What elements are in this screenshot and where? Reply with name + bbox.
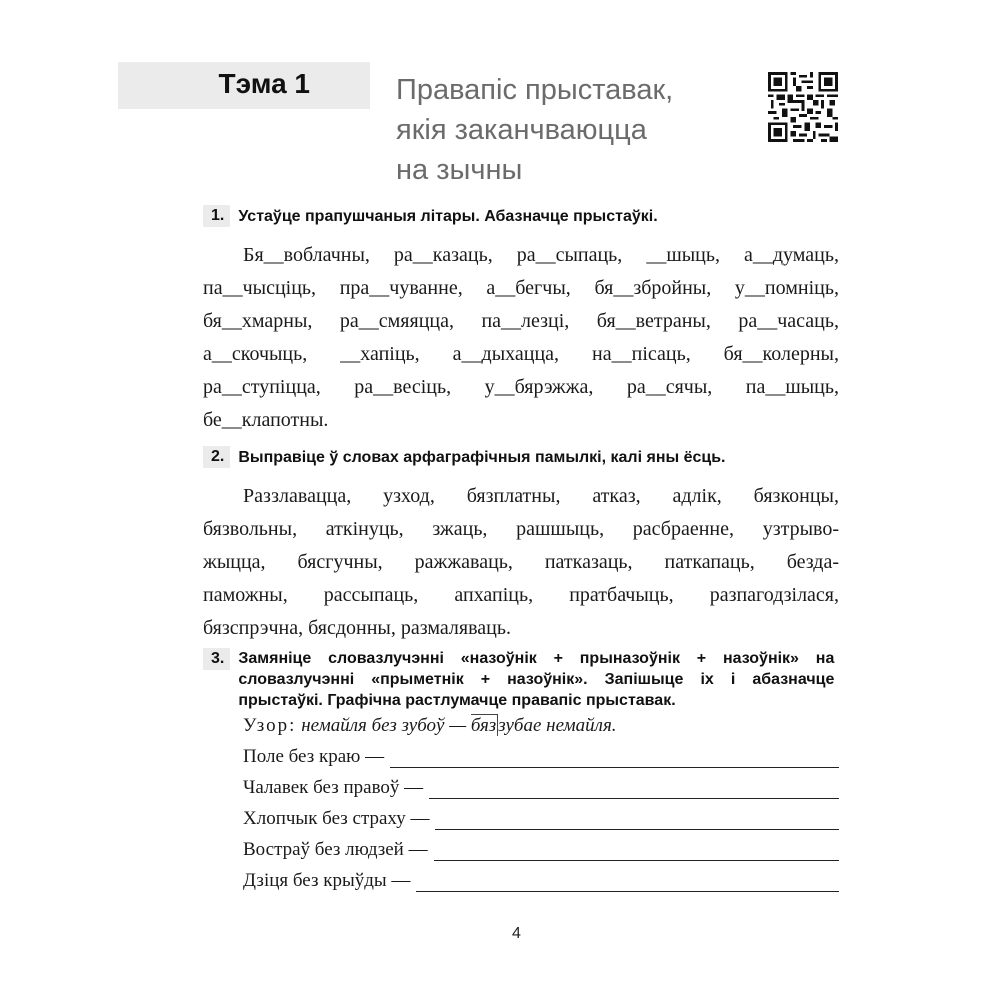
task-number: 3. [203, 648, 230, 670]
topic-label: Тэма 1 [218, 68, 310, 99]
text-line: бязвольны, аткінуць, зжаць, рашшыць, расбраенне, узтрыво- [203, 518, 839, 540]
answer-blank[interactable] [429, 780, 839, 799]
answer-row [243, 830, 839, 861]
answer-prompt: Хлопчык без страху — [243, 808, 430, 829]
task-3 [203, 648, 839, 892]
text-line: па__чысціць, пра__чуванне, а__бегчы, бя__збройны, у__помніць, [203, 277, 839, 299]
answer-row [243, 799, 839, 830]
text-line: бя__хмарны, ра__смяяцца, па__лезці, бя__ветраны, ра__часаць, [203, 310, 839, 332]
answer-row [243, 861, 839, 892]
text-line: бязспрэчна, бясдонны, размаляваць. [203, 617, 511, 639]
task-2 [203, 446, 839, 645]
title-line: якія заканчваюцца [396, 114, 647, 146]
text-line: паможны, рассыпаць, апхапіць, пратбачыць, разпагодзілася, [203, 584, 839, 606]
example-prefix: бяз [470, 715, 497, 736]
task-instruction: Выправіце ў словах арфаграфічныя памылкі, калі яны ёсць. [238, 449, 726, 466]
text-line: а__скочыць, __хапіць, а__дыхацца, на__пісаць, бя__колерны, [203, 343, 839, 365]
answer-prompt: Чалавек без правоў — [243, 777, 424, 798]
exercise-text [203, 239, 839, 437]
text-line: бе__клапотны. [203, 409, 329, 431]
example-label: Узор: [243, 715, 297, 736]
task-instruction: Устаўце прапушчаныя літары. Абазначце прыстаўкі. [238, 208, 658, 225]
text-line: Бя__воблачны, ра__казаць, ра__сыпаць, __шыць, а__думаць, [243, 244, 839, 266]
qr-code-icon[interactable] [768, 72, 838, 142]
answer-blank[interactable] [434, 842, 839, 861]
page-number: 4 [512, 925, 521, 942]
task-instruction: Замяніце словазлучэнні «назоўнік + прыназоўнік + назоўнік» на словазлучэнні «прыметнік + назоўнік». Запішыце іх і абазначце прыстаўкі. Графічна растлумачце правапіс прыставак. [238, 650, 835, 709]
task-number: 1. [203, 205, 230, 227]
topic-badge [118, 62, 370, 109]
answer-prompt: Поле без краю — [243, 746, 385, 767]
title-line: на зычны [396, 154, 523, 186]
answer-prompt: Дзіця без крыўды — [243, 870, 411, 891]
example-answer: зубае немайля. [498, 715, 617, 736]
example-phrase: немайля без зубоў — [301, 715, 467, 736]
example-pattern [243, 715, 839, 737]
answer-blank[interactable] [416, 873, 839, 892]
task-1 [203, 205, 839, 437]
task-number: 2. [203, 446, 230, 468]
answer-row [243, 768, 839, 799]
answer-blank[interactable] [435, 811, 839, 830]
text-line: ра__ступіцца, ра__весіць, у__бярэжжа, ра__сячы, па__шыць, [203, 376, 839, 398]
title-line: Правапіс прыставак, [396, 74, 674, 106]
answer-blank[interactable] [390, 749, 839, 768]
answer-row [243, 737, 839, 768]
text-line: жыцца, бясгучны, ражжаваць, патказаць, паткапаць, безда- [203, 551, 839, 573]
page-title [396, 70, 673, 190]
exercise-text [203, 480, 839, 645]
answer-prompt: Востраў без людзей — [243, 839, 428, 860]
text-line: Раззлавацца, узход, бязплатны, атказ, адлік, бязконцы, [243, 485, 839, 507]
